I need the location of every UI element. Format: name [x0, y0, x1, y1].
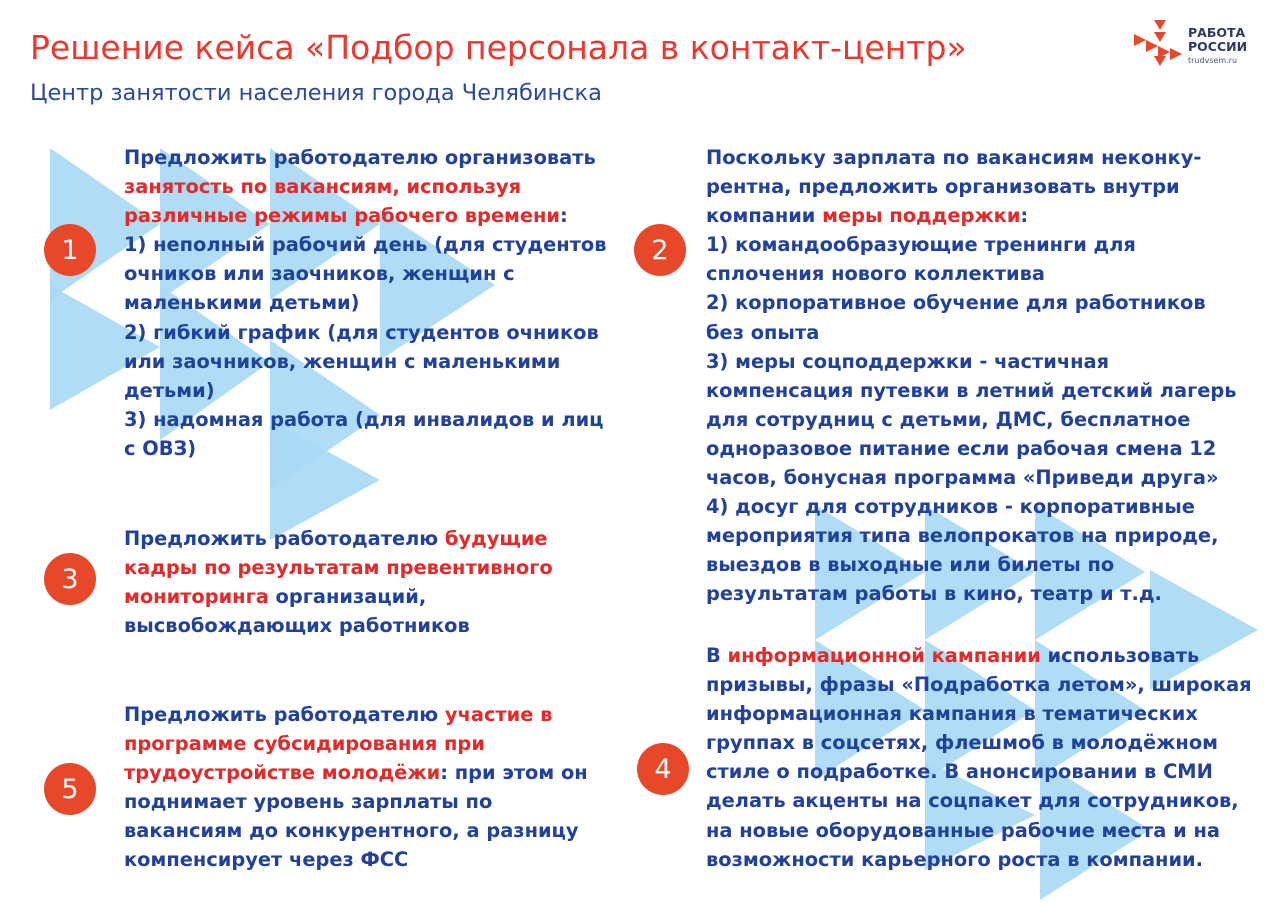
text-line — [124, 347, 624, 376]
text-line — [706, 318, 1266, 347]
highlighted-text: трудоустройстве молодёжи — [124, 761, 441, 785]
page-subtitle: Центр занятости населения города Челябинска — [30, 80, 602, 106]
text-line — [706, 259, 1266, 288]
text-segment: детьми) — [124, 378, 215, 402]
text-segment: возможности карьерного роста в компании. — [706, 847, 1203, 871]
text-line — [706, 699, 1266, 728]
text-line — [706, 201, 1266, 230]
text-line — [706, 579, 1266, 608]
number-badge-4: 4 — [637, 743, 689, 795]
text-segment: сплочения нового коллектива — [706, 262, 1045, 286]
text-segment: информационная кампания в тематических — [706, 702, 1198, 726]
text-segment: поднимает уровень зарплаты по — [124, 790, 493, 814]
text-segment: вакансиям до конкурентного, а разницу — [124, 819, 579, 843]
text-line — [124, 700, 624, 729]
logo-url: trudvsem.ru — [1188, 56, 1238, 65]
text-line — [706, 816, 1266, 845]
text-line — [124, 201, 624, 230]
page-title: Решение кейса «Подбор персонала в контакт-центр» — [30, 28, 967, 67]
text-segment: компании — [706, 204, 823, 228]
recommendation-2 — [706, 143, 1266, 609]
text-segment: без опыта — [706, 320, 820, 344]
text-segment: для сотрудниц с детьми, ДМС, бесплатное — [706, 407, 1191, 431]
text-segment: 1) командообразующие тренинги для — [706, 233, 1136, 257]
text-segment: мероприятия типа велопрокатов на природе, — [706, 524, 1219, 548]
text-segment: очников или заочников, женщин с — [124, 262, 515, 286]
text-line — [706, 405, 1266, 434]
text-line — [124, 172, 624, 201]
highlighted-text: кадры по результатам превентивного — [124, 556, 553, 580]
text-segment: высвобождающих работников — [124, 614, 470, 638]
text-line — [706, 845, 1266, 874]
highlighted-text: занятость по вакансиям, используя — [124, 175, 522, 199]
text-segment: стиле о подработке. В анонсировании в СМИ — [706, 760, 1213, 784]
text-segment: группах в соцсетях, флешмоб в молодёжном — [706, 731, 1218, 755]
text-segment: компенсация путевки в летний детский лагерь — [706, 378, 1237, 402]
text-line — [124, 259, 624, 288]
logo-mark-icon — [1130, 18, 1182, 70]
text-line — [706, 641, 1266, 670]
text-segment: результатам работы в кино, театр и т.д. — [706, 582, 1162, 606]
highlighted-text: мониторинга — [124, 585, 269, 609]
text-segment: или заочников, женщин с маленькими — [124, 349, 561, 373]
text-segment: одноразовое питание если рабочая смена 12 — [706, 436, 1217, 460]
text-line — [706, 786, 1266, 815]
text-line — [124, 845, 624, 874]
highlighted-text: различные режимы рабочего времени — [124, 204, 560, 228]
recommendation-3 — [124, 524, 624, 640]
text-line — [124, 376, 624, 405]
text-segment: : при этом он — [440, 761, 588, 785]
highlighted-text: меры поддержки — [822, 204, 1021, 228]
text-line — [124, 611, 624, 640]
recommendation-1 — [124, 143, 624, 463]
text-segment: Предложить работодателю — [124, 703, 445, 726]
number-badge-1: 1 — [44, 224, 96, 276]
text-segment: рентна, предложить организовать внутри — [706, 175, 1180, 199]
text-line — [124, 582, 624, 611]
text-segment: 3) меры соцподдержки - частичная — [706, 349, 1110, 373]
text-segment: 1) неполный рабочий день (для студентов — [124, 233, 607, 257]
text-line — [706, 143, 1266, 172]
number-badge-3: 3 — [44, 553, 96, 605]
text-line — [706, 230, 1266, 259]
highlighted-text: участие в — [444, 703, 553, 726]
highlighted-text: будущие — [444, 527, 548, 550]
number-badge-5: 5 — [44, 763, 96, 815]
text-segment: организаций, — [268, 585, 427, 609]
text-segment: Предложить работодателю организовать — [124, 146, 596, 169]
text-segment: часов, бонусная программа «Приведи друга» — [706, 466, 1219, 490]
text-segment: Предложить работодателю — [124, 527, 445, 550]
text-line — [124, 524, 624, 553]
text-segment: В — [706, 644, 728, 667]
text-line — [706, 172, 1266, 201]
text-segment: выездов в выходные или билеты по — [706, 553, 1115, 577]
text-segment: маленькими детьми) — [124, 291, 360, 315]
text-line — [124, 553, 624, 582]
text-line — [124, 288, 624, 317]
text-line — [124, 230, 624, 259]
text-line — [124, 787, 624, 816]
text-line — [706, 288, 1266, 317]
text-line — [124, 434, 624, 463]
text-line — [706, 347, 1266, 376]
text-line — [706, 757, 1266, 786]
text-line — [124, 318, 624, 347]
text-segment: : — [560, 204, 568, 228]
text-segment: компенсирует через ФСС — [124, 848, 409, 872]
text-line — [706, 521, 1266, 550]
text-line — [706, 463, 1266, 492]
text-line — [706, 376, 1266, 405]
text-line — [124, 405, 624, 434]
text-segment: 4) досуг для сотрудников - корпоративные — [706, 495, 1195, 519]
text-segment: 2) корпоративное обучение для работников — [706, 291, 1206, 315]
text-line — [124, 143, 624, 172]
text-segment: : — [1020, 204, 1029, 228]
text-line — [706, 550, 1266, 579]
text-line — [706, 728, 1266, 757]
text-line — [706, 434, 1266, 463]
text-line — [124, 758, 624, 787]
logo-text-line1: РАБОТА — [1188, 25, 1246, 40]
text-segment: призывы, фразы «Подработка летом», широкая — [706, 673, 1252, 697]
logo-text-line2: РОССИИ — [1188, 39, 1248, 54]
text-line — [706, 670, 1266, 699]
highlighted-text: программе субсидирования при — [124, 732, 485, 756]
text-segment: на новые оборудованные рабочие места и на — [706, 818, 1220, 842]
recommendation-4 — [706, 641, 1266, 874]
number-badge-2: 2 — [634, 224, 686, 276]
text-segment: с ОВЗ) — [124, 436, 197, 460]
rabota-rossii-logo — [1130, 18, 1270, 70]
text-segment: Поскольку зарплата по вакансиям неконку- — [706, 146, 1202, 169]
text-line — [124, 729, 624, 758]
highlighted-text: информационной кампании — [727, 644, 1041, 667]
text-line — [124, 816, 624, 845]
text-line — [706, 492, 1266, 521]
text-segment: делать акценты на соцпакет для сотрудников, — [706, 789, 1239, 813]
text-segment: 2) гибкий график (для студентов очников — [124, 320, 599, 344]
text-segment: использовать — [1040, 644, 1200, 667]
text-segment: 3) надомная работа (для инвалидов и лиц — [124, 407, 604, 431]
recommendation-5 — [124, 700, 624, 875]
